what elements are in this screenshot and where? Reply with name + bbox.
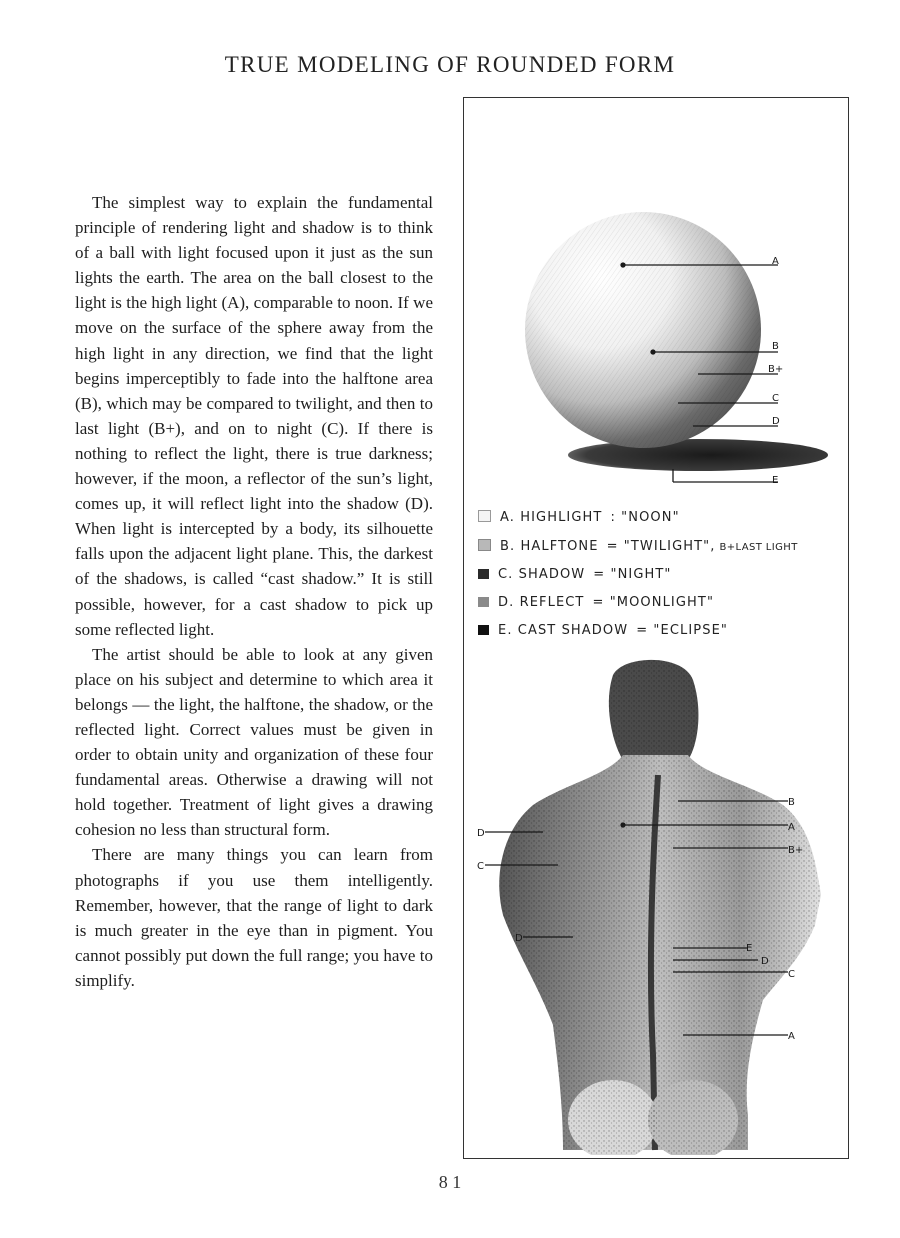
legend-row: A. HIGHLIGHT : "NOON" [478,510,680,528]
sphere-label: C [772,393,779,404]
torso-label: C [477,861,484,872]
body-text [75,190,433,993]
sphere-illustration [463,97,849,497]
torso-label: B+ [788,845,804,856]
torso-label: C [788,969,795,980]
reflect-swatch [478,597,489,607]
halftone-swatch [478,539,491,551]
torso-illustration [463,655,849,1155]
torso-label: A [788,822,795,833]
highlight-swatch [478,510,491,522]
sphere-label: B+ [768,364,784,375]
sphere-label: B [772,341,779,352]
shadow-swatch [478,569,489,579]
torso-label: D [515,933,523,944]
legend-row: E. CAST SHADOW = "ECLIPSE" [478,623,728,641]
torso-label: D [761,956,769,967]
torso-label: A [788,1031,795,1042]
page-number: 8 1 [438,1172,462,1192]
sphere-label: E [772,475,779,486]
page-title: TRUE MODELING OF ROUNDED FORM [224,52,676,77]
cast-shadow [568,439,828,471]
legend-row: B. HALFTONE = "TWILIGHT", B+LAST LIGHT [478,539,798,557]
legend-row: C. SHADOW = "NIGHT" [478,567,672,585]
sphere-label: D [772,416,780,427]
torso-label: E [746,943,753,954]
paragraph: The simplest way to explain the fundamental principle of rendering light and shadow is to think of a ball with light focused upon it just as the sun lights the earth. The area on the ball closest to the light is the high light (A), comparable to noon. If we move on the surface of the sphere away from the high light in any direction, we find that the light begins imperceptibly to fade into the halftone area (B), which may be compared to twilight, and then to last light (B+), and on to night (C). If there is nothing to reflect the light, there is true darkness; however, if the moon, a reflector of the sun’s light, comes up, it will reflect light into the shadow (D). When light is intercepted by a body, its silhouette falls upon the adjacent light plane. This, the darkest of the shadows, is called “cast shadow.” It is still possible, however, for a cast shadow to pick up some reflected light. [75,193,433,639]
cast-shadow-swatch [478,625,489,635]
legend-row: D. REFLECT = "MOONLIGHT" [478,595,714,613]
paragraph: There are many things you can learn from photographs if you use them intelligently. Remember, however, that the range of light to dark is much greater in the eye than in pigment. You cannot possibly put down the full range; you have to simplify. [75,845,433,990]
torso-label: D [477,828,485,839]
paragraph: The artist should be able to look at any given place on his subject and determine to which area it belongs — the light, the halftone, the shadow, or the reflected light. Correct values must be given in order to obtain unity and organization of these four fundamental areas. Otherwise a drawing will not hold together. Treatment of light gives a drawing cohesion no less than structural form. [75,644,433,840]
torso-label: B [788,797,795,808]
sphere-label: A [772,256,779,267]
